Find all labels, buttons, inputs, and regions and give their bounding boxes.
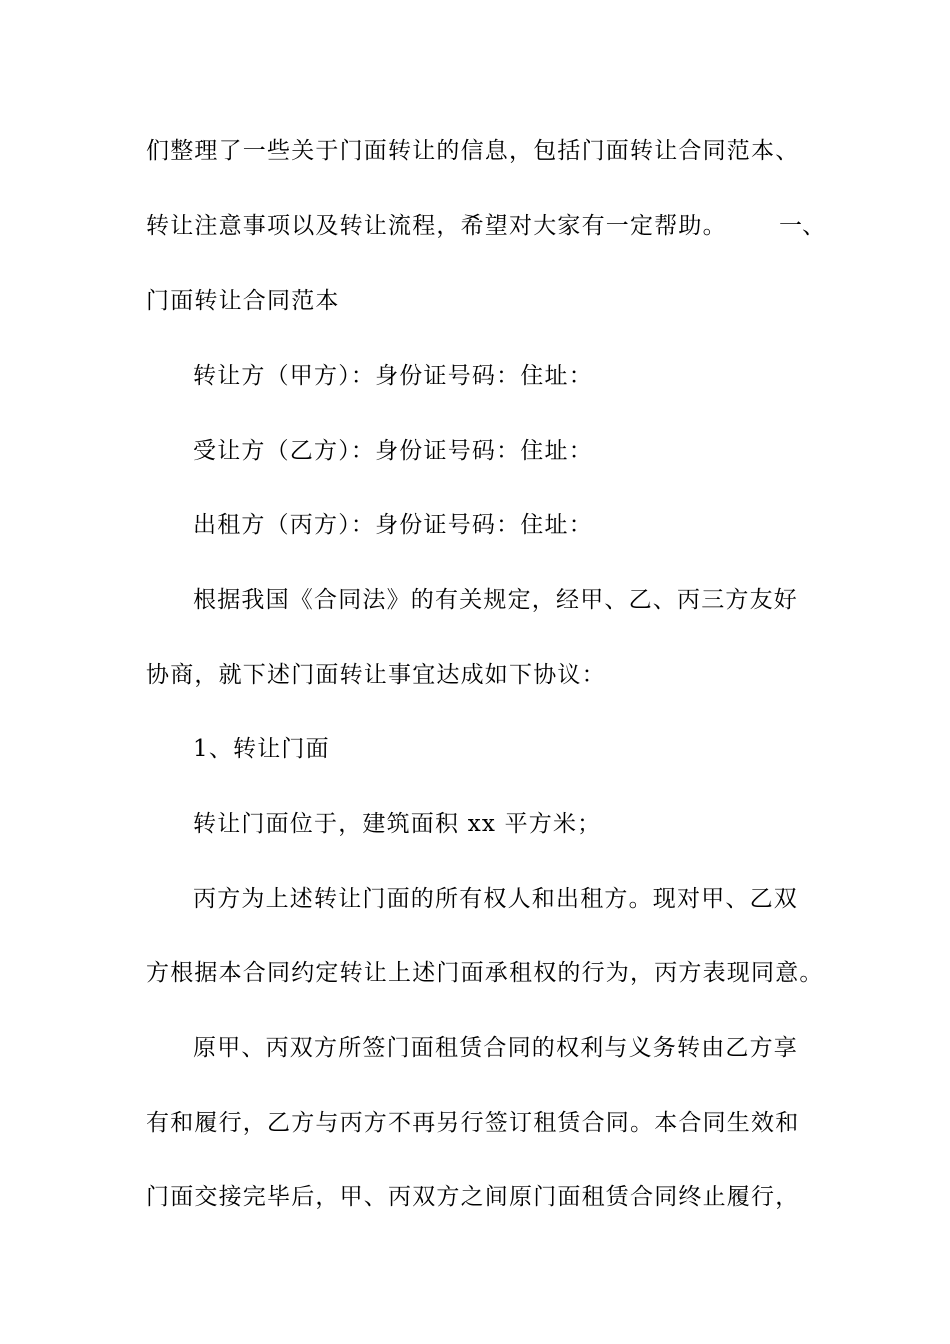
section-number: 一、 [779,213,825,239]
party-b-line: 受让方（乙方）：身份证号码：住址： [193,438,593,464]
paragraph-line-10: 转让门面位于，建筑面积 xx 平方米； [193,811,602,837]
paragraph-line-14: 有和履行，乙方与丙方不再另行签订租赁合同。本合同生效和 [146,1110,800,1136]
paragraph-line-13: 原甲、丙双方所签门面租赁合同的权利与义务转由乙方享 [193,1035,798,1061]
paragraph-line-1: 们整理了一些关于门面转让的信息，包括门面转让合同范本、 [146,138,800,164]
paragraph-line-11: 丙方为上述转让门面的所有权人和出租方。现对甲、乙双 [193,886,798,912]
paragraph-line-15: 门面交接完毕后，甲、丙双方之间原门面租赁合同终止履行， [146,1184,800,1210]
section-heading: 门面转让合同范本 [146,288,340,314]
party-a-line: 转让方（甲方）：身份证号码：住址： [193,363,593,389]
paragraph-line-8: 协商，就下述门面转让事宜达成如下协议： [146,662,606,688]
party-c-line: 出租方（丙方）：身份证号码：住址： [193,512,593,538]
paragraph-line-7: 根据我国《合同法》的有关规定，经甲、乙、丙三方友好 [193,587,798,613]
paragraph-line-12: 方根据本合同约定转让上述门面承租权的行为，丙方表现同意。 [146,960,824,986]
clause-heading: 1、转让门面 [193,736,330,762]
paragraph-line-2: 转让注意事项以及转让流程，希望对大家有一定帮助。 [146,213,727,239]
